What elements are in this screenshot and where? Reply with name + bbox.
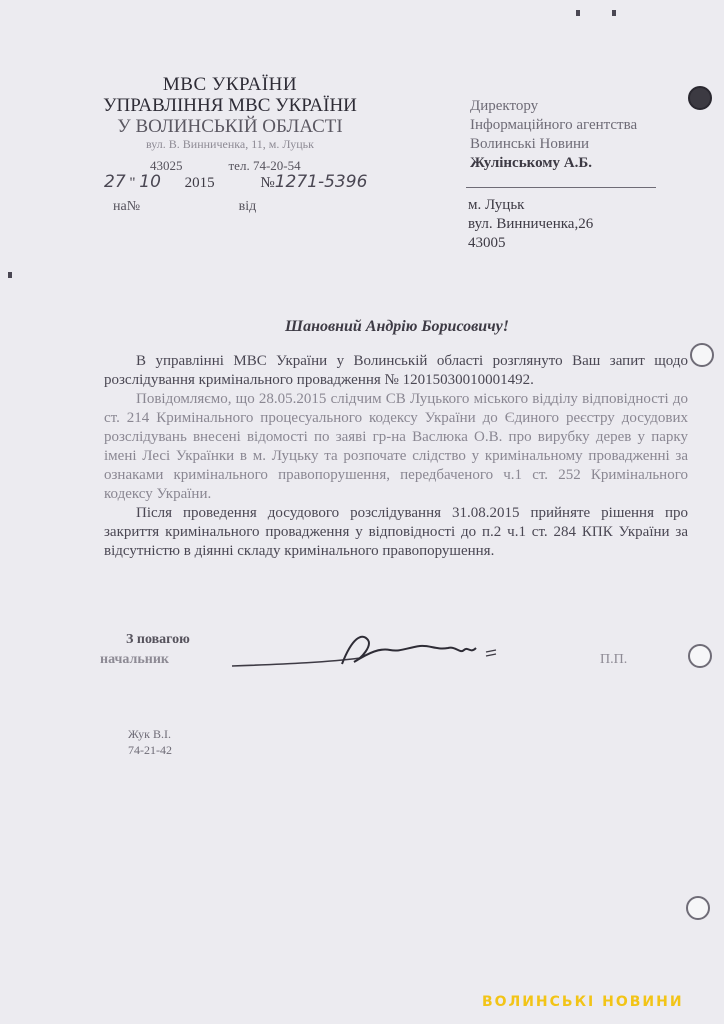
recipient-address: [468, 196, 593, 253]
recipient-postcode: 43005: [468, 235, 506, 251]
body-paragraph-2: Повідомляємо, що 28.05.2015 слідчим СВ Луцького міського відділу відповідності до ст. 214 Кримінального процесуального кодексу України до Єдиного реєстру досудових розслідувань внесені відомості по заяві гр-на Васлюка О.В. про вирубку дерев у парку імені Лесі Українки в м. Луцьку та розпочате слідство у кримінальному провадженні за ознаками кримінального правопорушення, передбаченого ч.1 ст. 252 Кримінального кодексу України.: [104, 391, 688, 502]
signer-initials: П.П.: [600, 652, 628, 667]
recipient-org: Інформаційного агентства: [470, 117, 638, 133]
recipient-org-name: Волинські Новини: [470, 136, 590, 152]
recipient-title: Директору: [470, 98, 539, 114]
scan-mark: [612, 10, 616, 16]
recipient-divider: [466, 187, 656, 188]
sender-header: [96, 74, 364, 151]
body-paragraph-3: Після проведення досудового розслідування 31.08.2015 прийняте рішення про закриття кримінального провадження у відповідності до п.2 ч.1 ст. 284 КПК України за відсутністю в діянні складу кримінального правопорушення.: [104, 505, 688, 559]
recipient-city: м. Луцьк: [468, 197, 525, 213]
salutation: Шановний Андрію Борисовичу!: [285, 318, 509, 335]
recipient-block: [470, 97, 670, 173]
letter-body: [104, 352, 688, 561]
sender-department: УПРАВЛІННЯ МВС УКРАЇНИ: [103, 95, 357, 116]
sender-address: вул. В. Винниченка, 11, м. Луцьк: [146, 137, 314, 151]
signature: [230, 628, 520, 674]
closing-block: [100, 630, 190, 670]
ref-date-label: від: [238, 199, 257, 214]
executor-phone: 74-21-42: [128, 743, 172, 757]
sender-ministry: МВС УКРАЇНИ: [162, 74, 298, 95]
executor-name: Жук В.І.: [128, 727, 171, 741]
punch-hole-icon: [690, 343, 714, 367]
recipient-street: вул. Винниченка,26: [468, 216, 594, 232]
outgoing-number: 1271-5396: [274, 172, 368, 192]
punch-hole-icon: [688, 644, 712, 668]
sender-region: У ВОЛИНСЬКІЙ ОБЛАСТІ: [117, 116, 343, 137]
date-day: 27: [104, 172, 126, 192]
closing-position: начальник: [100, 652, 169, 667]
reference-line: [113, 199, 256, 215]
date-line: 27 " 10 2015 №1271-5396: [104, 172, 368, 192]
scan-mark: [8, 272, 12, 278]
sender-postcode: 43025: [150, 158, 183, 173]
punch-hole-icon: [688, 86, 712, 110]
punch-hole-icon: [686, 896, 710, 920]
executor-block: [128, 726, 172, 758]
scan-mark: [576, 10, 580, 16]
date-month: 10: [139, 172, 161, 192]
body-paragraph-1: В управлінні МВС України у Волинській області розглянуто Ваш запит щодо розслідування кримінального провадження № 12015030010001492.: [104, 353, 688, 388]
closing-regards: З повагою: [126, 632, 190, 647]
ref-number-label: на№: [113, 199, 141, 214]
sender-phone: тел. 74-20-54: [228, 158, 301, 173]
watermark-logo: ВОЛИНСЬКІ НОВИНИ: [482, 994, 684, 1010]
recipient-name: Жулінському А.Б.: [470, 155, 593, 171]
number-prefix: №: [260, 175, 275, 191]
date-year: 2015: [184, 175, 215, 191]
